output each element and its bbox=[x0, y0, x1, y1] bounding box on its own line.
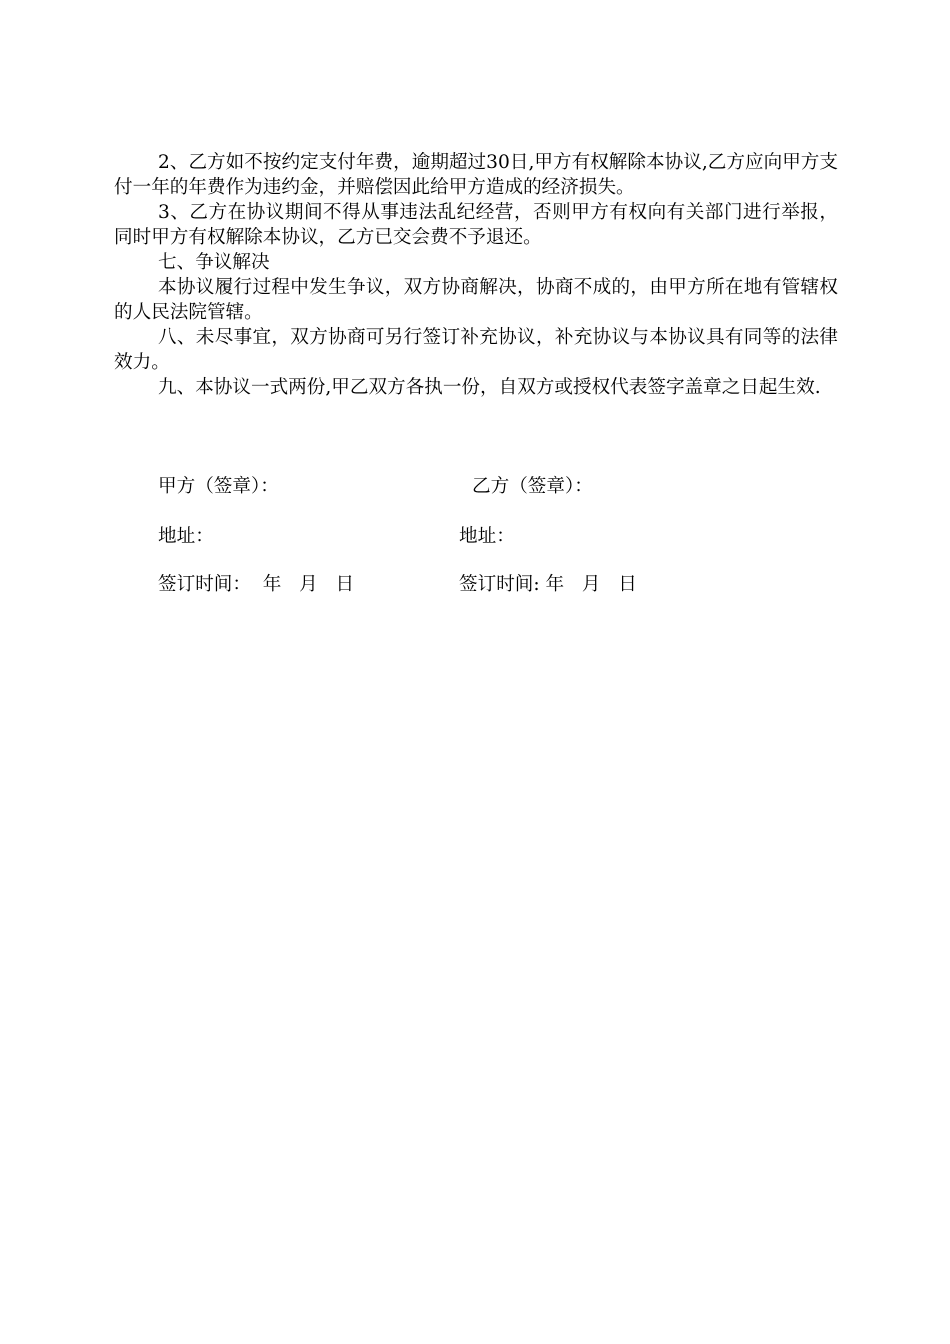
clause-dispute-resolution: 本协议履行过程中发生争议，双方协商解决，协商不成的，由甲方所在地有管辖权的人民法院管辖。 bbox=[114, 277, 838, 323]
clause-effectiveness: 九、本协议一式两份,甲乙双方各执一份，自双方或授权代表签字盖章之日起生效. bbox=[158, 377, 821, 398]
party-a-date-label: 签订时间： 年 月 日 bbox=[158, 574, 355, 595]
clause-late-payment: 2、乙方如不按约定支付年费，逾期超过30日,甲方有权解除本协议,乙方应向甲方支付一年的年费作为违约金，并赔偿因此给甲方造成的经济损失。 bbox=[114, 152, 838, 198]
clause-illegal-operation: 3、乙方在协议期间不得从事违法乱纪经营，否则甲方有权向有关部门进行举报，同时甲方有权解除本协议，乙方已交会费不予退还。 bbox=[114, 202, 838, 248]
party-a-signature-label: 甲方（签章）： bbox=[158, 476, 279, 497]
section-heading-dispute: 七、争议解决 bbox=[158, 252, 270, 273]
party-b-signature-label: 乙方（签章）： bbox=[472, 476, 593, 497]
party-b-date-label: 签订时间: 年 月 日 bbox=[459, 574, 637, 595]
agreement-body bbox=[114, 150, 838, 400]
party-a-address-label: 地址： bbox=[158, 526, 214, 547]
clause-supplementary: 八、未尽事宜，双方协商可另行签订补充协议，补充协议与本协议具有同等的法律效力。 bbox=[114, 327, 838, 373]
party-b-address-label: 地址： bbox=[459, 526, 515, 547]
